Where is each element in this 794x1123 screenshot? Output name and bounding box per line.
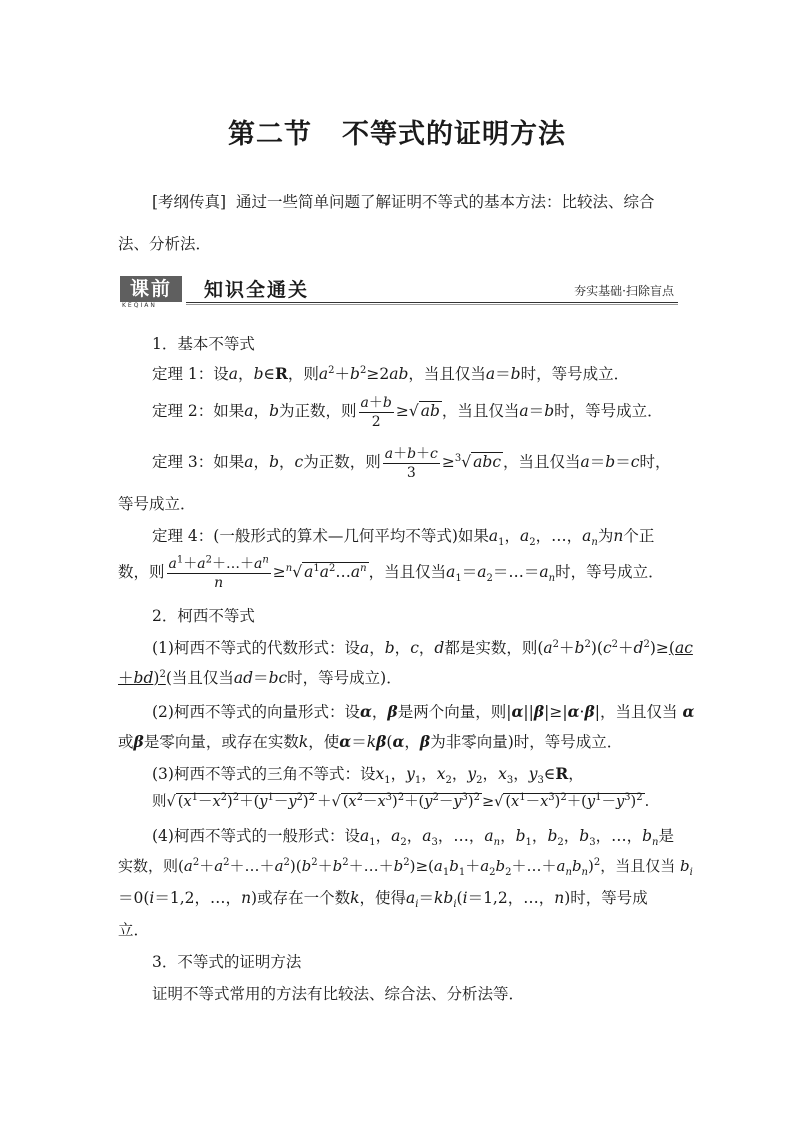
cube-root: √ abc	[461, 453, 502, 471]
banner-tag: 课前	[120, 276, 182, 302]
banner-pinyin: KEQIAN	[122, 302, 157, 309]
page-title	[0, 112, 794, 151]
section-3-body: 证明不等式常用的方法有比较法、综合法、分析法等．	[152, 985, 525, 1003]
cauchy-vector-line-1: (2)柯西不等式的向量形式：设α，β是两个向量，则|α||β|≥|α·β|，当且仅当 α	[152, 702, 695, 721]
banner-heading: 知识全通关	[204, 279, 310, 301]
banner-rule-thin	[186, 304, 678, 305]
banner-subtitle: 夯实基础·扫除盲点	[574, 284, 674, 298]
cauchy-vector-line-2: 或β是零向量，或存在实数k，使α＝kβ(α，β为非零向量)时，等号成立．	[118, 732, 623, 751]
fraction: $\frac{a+b+c}{3}$	[384, 445, 438, 481]
fraction: $\frac{a+b}{2}$	[360, 394, 392, 430]
banner-rule	[186, 302, 678, 303]
sqrt: √ ab	[408, 402, 440, 420]
section-1-heading: 1．基本不等式	[152, 335, 255, 353]
section-3-heading: 3．不等式的证明方法	[152, 953, 302, 971]
nth-root: √ $a^1a^2\dots a^n$	[292, 562, 367, 581]
title-section-number: 第二节	[228, 119, 312, 150]
intro-line-1: [考纲传真] 通过一些简单问题了解证明不等式的基本方法：比较法、综合	[152, 193, 655, 211]
cauchy-triangle-line-2: 则√ $(x^1-x^2)^2+(y^1-y^2)^2$ ＋√ $(x^2-x^3)^2+(y^2-y^3)^2$ ≥√ $(x^1-x^3)^2+(y^1-y^3)^2$ .	[152, 792, 650, 810]
theorem-4-line-1: 定理 4：(一般形式的算术—几何平均不等式)如果$a_1$，$a_2$，…，$a_n$为n个正	[152, 527, 655, 549]
theorem-3-line-2: 等号成立．	[118, 495, 196, 513]
section-banner	[118, 274, 678, 314]
theorem-4-line-2: 数，则 $\frac{a^1+a^2+\dots+a^n}{n}$ ≥$^n$√ $a^1a^2\dots a^n$ ，当且仅当$a_1=a_2=\dots=a_n$时，等号成立．	[118, 553, 664, 591]
theorem-2: 定理 2：如果a，b为正数，则 $\frac{a+b}{2}$ ≥√ ab ，当且仅当a＝b时，等号成立．	[152, 392, 678, 431]
intro-tag: [考纲传真]	[152, 193, 227, 211]
intro-line-2: 法、分析法．	[118, 235, 212, 253]
theorem-1: 定理 1：设a，b∈R，则$a^2+b^2\ge 2ab$，当且仅当a＝b时，等号成立．	[152, 364, 630, 383]
section-2-heading: 2．柯西不等式	[152, 607, 255, 625]
cauchy-general-line-1: (4)柯西不等式的一般形式：设$a_1$，$a_2$，$a_3$，…，$a_n$，$b_1$，$b_2$，$b_3$，…，$b_n$是	[152, 827, 674, 849]
cauchy-general-line-2: 实数，则$(a^2+a^2+\dots+a^2)(b^2+b^2+\dots+b^2)\ge(a_1b_1+a_2b_2+\dots+a_nb_n)^2$，当且仅当 $b_i$	[118, 857, 693, 878]
theorem-3: 定理 3：如果a，b，c为正数，则 $\frac{a+b+c}{3}$ ≥$^3$√ abc ，当且仅当a＝b＝c时，	[152, 442, 678, 482]
cauchy-general-line-3: ＝0(i＝1,2，…，n)或存在一个数k，使得$a_i=kb_i(i=1,2$，…，n)时，等号成	[118, 889, 648, 911]
cauchy-algebraic-line-1: (1)柯西不等式的代数形式：设a，b，c，d都是实数，则$(a^2+b^2)(c^2+d^2)\ge(ac$	[152, 638, 693, 657]
cauchy-algebraic-line-2: ＋bd)$^2$(当且仅当ad＝bc时，等号成立)．	[118, 668, 402, 687]
title-text: 不等式的证明方法	[342, 119, 566, 150]
fraction: $\frac{a^1+a^2+\dots+a^n}{n}$	[168, 553, 269, 591]
cauchy-general-line-4: 立．	[118, 921, 150, 939]
cauchy-triangle-line-1: (3)柯西不等式的三角不等式：设$x_1$，$y_1$，$x_2$，$y_2$，$x_3$，$y_3\in R$，	[152, 764, 584, 787]
